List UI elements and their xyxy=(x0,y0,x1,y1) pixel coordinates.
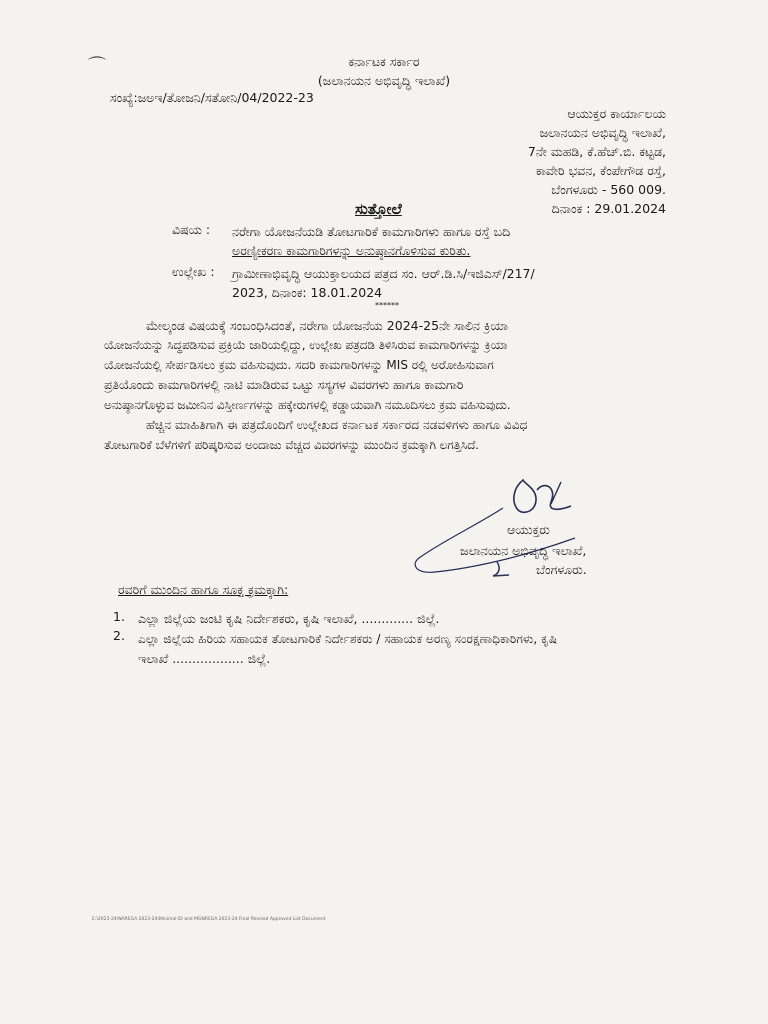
separator: ****** xyxy=(375,301,399,310)
department-name: (ಜಲಾನಯನ ಅಭಿವೃದ್ಧಿ ಇಲಾಖೆ) xyxy=(317,73,451,88)
body-line: ಹೆಚ್ಚಿನ ಮಾಹಿತಿಗಾಗಿ ಈ ಪತ್ರದೊಂದಿಗೆ ಉಲ್ಲೇಖದ ಕರ್ನಾಟಕ ಸರ್ಕಾರದ ನಡವಳಿಗಳು ಹಾಗೂ ವಿವಿಧ xyxy=(146,418,528,432)
recipient-item: ಎಲ್ಲಾ ಜಿಲ್ಲೆಯ ಜಂಟಿ ಕೃಷಿ ನಿರ್ದೇಶಕರು, ಕೃಷಿ ಇಲಾಖೆ, ............. ಜಿಲ್ಲೆ. xyxy=(138,611,440,626)
file-path-footer: E:\2023-24\NAREGA 2023-24\Minimal ID and MGNREGA 2023-24 Final Revised Approved List Document xyxy=(92,917,326,922)
reference-number: ಸಂಖ್ಯೆ:ಜಅಇ/ತೋಜನಿ/ಸತೋನಿ/04/2022-23 xyxy=(110,90,314,105)
signatory-title: ಆಯುಕ್ತರು xyxy=(507,522,550,537)
body-line: ಯೋಜನೆಯನ್ನು ಸಿದ್ಧಪಡಿಸುವ ಪ್ರಕ್ರಿಯೆ ಜಾರಿಯಲ್ಲಿದ್ದು, ಉಲ್ಲೇಖ ಪತ್ರದಡಿ ತಿಳಿಸಿರುವ ಕಾಮಗಾರಿಗಳನ್ನು ಕ್ರಿಯಾ xyxy=(104,338,508,352)
government-name: ಕರ್ನಾಟಕ ಸರ್ಕಾರ xyxy=(348,54,420,69)
address-line: ಜಲಾನಯನ ಅಭಿವೃದ್ಧಿ ಇಲಾಖೆ, xyxy=(539,125,666,140)
subject-text: ನರೇಗಾ ಯೋಜನೆಯಡಿ ತೋಟಗಾರಿಕೆ ಕಾಮಗಾರಿಗಳು ಹಾಗೂ ರಸ್ತೆ ಬದಿ ಅರಣ್ಯೀಕರಣ ಕಾಮಗಾರಿಗಳನ್ನು ಅನುಷ್ಠಾನಗೊಳಿಸುವ ಕುರಿತು. xyxy=(232,224,511,258)
address-line: ಕಾವೇರಿ ಭವನ, ಕೆಂಪೇಗೌಡ ರಸ್ತೆ, xyxy=(535,163,666,178)
body-line: ಪ್ರತಿಯೊಂದು ಕಾಮಗಾರಿಗಳಲ್ಲಿ ನಾಟಿ ಮಾಡಿರುವ ಒಟ್ಟು ಸಸ್ಯಗಳ ವಿವರಗಳು ಹಾಗೂ ಕಾಮಗಾರಿ xyxy=(104,378,464,392)
signatory-city: ಬೆಂಗಳೂರು. xyxy=(536,562,587,577)
address-line: ಬೆಂಗಳೂರು - 560 009. xyxy=(551,182,666,197)
body-line: ಅನುಷ್ಠಾನಗೊಳ್ಳುವ ಜಮೀನಿನ ವಿಸ್ತೀರ್ಣಗಳನ್ನು ಹಕ್ಕೇರುಗಳಲ್ಲಿ ಕಡ್ಡಾಯವಾಗಿ ನಮೂದಿಸಲು ಕ್ರಮ ವಹಿಸುವುದು. xyxy=(104,398,511,412)
recipient-number: 2. xyxy=(113,628,125,643)
reference-text: ಗ್ರಾಮೀಣಾಭಿವೃದ್ಧಿ ಆಯುಕ್ತಾಲಯದ ಪತ್ರದ ಸಂ. ಆರ್.ಡಿ.ಸಿ/ಇಜಿಎಸ್/217/ 2023, ದಿನಾಂಕ: 18.01.2024 xyxy=(232,266,535,300)
office-address xyxy=(528,104,666,218)
signatory-department: ಜಲಾನಯನ ಅಭಿವೃದ್ಧಿ ಇಲಾಖೆ, xyxy=(460,543,587,558)
address-line: ಆಯುಕ್ತರ ಕಾರ್ಯಾಲಯ xyxy=(567,106,666,121)
recipient-number: 1. xyxy=(113,609,125,624)
letter-date: ದಿನಾಂಕ : 29.01.2024 xyxy=(551,201,666,216)
body-line: ತೋಟಗಾರಿಕೆ ಬೆಳೆಗಳಿಗೆ ಪರಿಷ್ಕರಿಸುವ ಅಂದಾಜು ವೆಚ್ಚದ ವಿವರಗಳನ್ನು ಮುಂದಿನ ಕ್ರಮಕ್ಕಾಗಿ ಲಗತ್ತಿಸಿದೆ. xyxy=(104,438,480,452)
recipients-heading: ರವರಿಗೆ ಮುಂದಿನ ಹಾಗೂ ಸೂಕ್ತ ಕ್ರಮಕ್ಕಾಗಿ: xyxy=(118,582,289,597)
scan-mark: ⌒ xyxy=(88,56,106,77)
body-line: ಮೇಲ್ಕಂಡ ವಿಷಯಕ್ಕೆ ಸಂಬಂಧಿಸಿದಂತೆ, ನರೇಗಾ ಯೋಜನೆಯ 2024-25ನೇ ಸಾಲಿನ ಕ್ರಿಯಾ xyxy=(146,318,509,333)
recipient-item-cont: ಇಲಾಖೆ .................. ಜಿಲ್ಲೆ. xyxy=(138,651,271,666)
subject-label: ವಿಷಯ : xyxy=(172,222,211,237)
recipient-item: ಎಲ್ಲಾ ಜಿಲ್ಲೆಯ ಹಿರಿಯ ಸಹಾಯಕ ತೋಟಗಾರಿಕೆ ನಿರ್ದೇಶಕರು / ಸಹಾಯಕ ಅರಣ್ಯ ಸಂರಕ್ಷಣಾಧಿಕಾರಿಗಳು, ಕೃಷಿ xyxy=(138,632,558,646)
document-title: ಸುತ್ತೋಲೆ xyxy=(355,200,402,218)
address-line: 7ನೇ ಮಹಡಿ, ಕೆ.ಹೆಚ್.ಬಿ. ಕಟ್ಟಡ, xyxy=(527,144,666,159)
body-line: ಯೋಜನೆಯಲ್ಲಿ ಸೇರ್ಪಡಿಸಲು ಕ್ರಮ ವಹಿಸುವುದು. ಸದರಿ ಕಾಮಗಾರಿಗಳನ್ನು MIS ರಲ್ಲಿ ಅರೋಹಿಸುವಾಗ xyxy=(104,358,494,372)
reference-label: ಉಲ್ಲೇಖ : xyxy=(172,264,215,279)
